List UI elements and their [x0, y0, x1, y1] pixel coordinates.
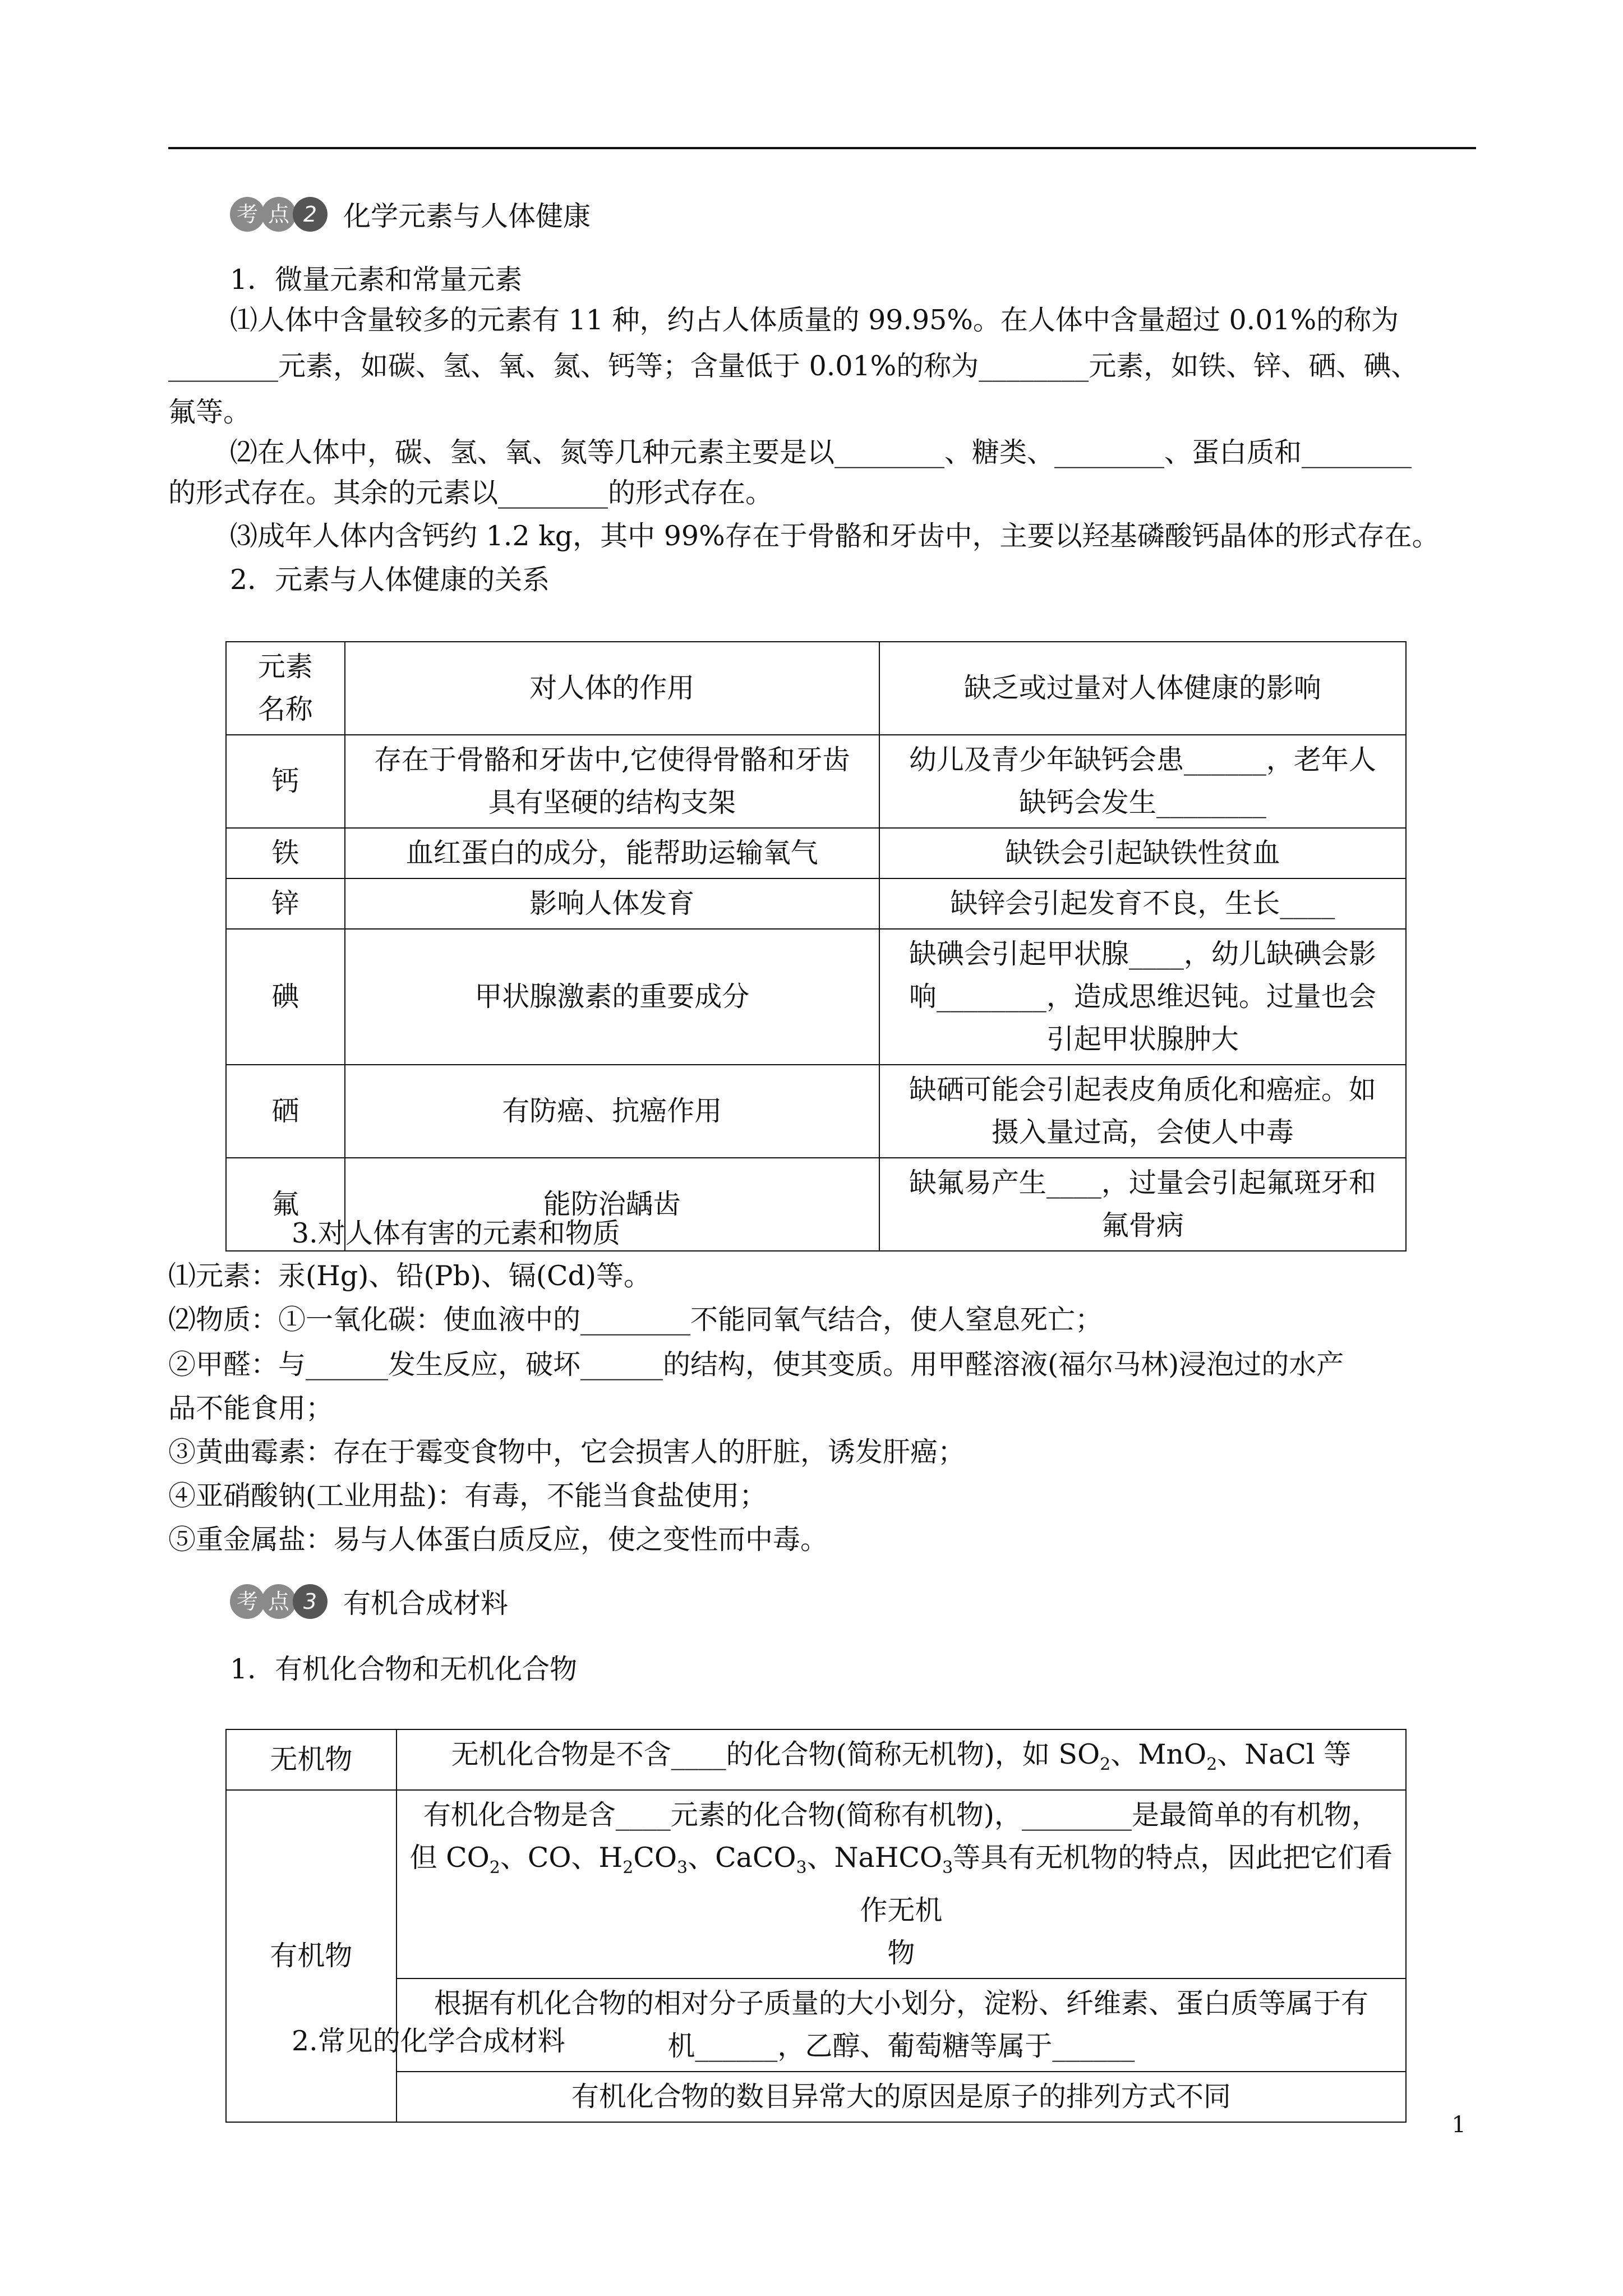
- table-cell: 有机化合物的数目异常大的原因是原子的排列方式不同: [396, 2072, 1406, 2122]
- badge-dian: 点: [261, 197, 296, 232]
- table-cell: 缺铁会引起缺铁性贫血: [879, 828, 1406, 878]
- table-cell: 血红蛋白的成分，能帮助运输氧气: [345, 828, 879, 878]
- table-cell: 钙: [226, 735, 345, 828]
- table-cell: 有机化合物是含____元素的化合物(简称有机物)，________是最简单的有机物， 但 $CO_2$、CO、$H_2CO_3$、CaCO$_3$、NaHCO$_3$等具有无机物的特点，因此把它们看作无机 物: [396, 1790, 1406, 1978]
- section-2-title: 化学元素与人体健康: [343, 200, 591, 232]
- table-row: [226, 735, 1406, 828]
- table-cell: 铁: [226, 828, 345, 878]
- table-cell: 甲状腺激素的重要成分: [345, 929, 879, 1065]
- table-cell: 存在于骨骼和牙齿中,它使得骨骼和牙齿 具有坚硬的结构支架: [345, 735, 879, 828]
- s2-item-3-line-1: ②甲醛：与______发生反应，破坏______的结构，使其变质。用甲醛溶液(福尔马林)浸泡过的水产: [168, 1349, 1344, 1381]
- table-header-row: [226, 642, 1406, 735]
- table-cell: 有机物: [226, 1790, 396, 2122]
- table-row: [226, 1790, 1406, 1978]
- s2-item-1: ⑴元素：汞(Hg)、铅(Pb)、镉(Cd)等。: [168, 1260, 651, 1292]
- badge-number: 3: [293, 1584, 328, 1619]
- table-cell: 缺硒可能会引起表皮角质化和癌症。如 摄入量过高，会使人中毒: [879, 1065, 1406, 1158]
- badge-kao: 考: [230, 1584, 265, 1619]
- s2-heading-3: 3.对人体有害的元素和物质: [292, 1217, 620, 1249]
- table-row: [226, 1729, 1406, 1790]
- s2-heading-2: 2．元素与人体健康的关系: [230, 564, 550, 596]
- table-row: [226, 1065, 1406, 1158]
- element-health-table: [225, 641, 1407, 1251]
- table-cell: 幼儿及青少年缺钙会患______，老年人 缺钙会发生________: [879, 735, 1406, 828]
- s2-item-6: ⑤重金属盐：易与人体蛋白质反应，使之变性而中毒。: [168, 1524, 828, 1556]
- table-cell: 有防癌、抗癌作用: [345, 1065, 879, 1158]
- s2-para-1-line-3: 氟等。: [168, 396, 251, 428]
- table-cell: 硒: [226, 1065, 345, 1158]
- table-row: [226, 828, 1406, 878]
- section-2-badge: [230, 195, 591, 234]
- header-cell: 元素 名称: [226, 642, 345, 735]
- header-cell: 缺乏或过量对人体健康的影响: [879, 642, 1406, 735]
- table-cell: 根据有机化合物的相对分子质量的大小划分，淀粉、纤维素、蛋白质等属于有 机______，乙醇、葡萄糖等属于______: [396, 1978, 1406, 2072]
- table-cell: 能防治龋齿: [345, 1158, 879, 1251]
- table-cell: 缺锌会引起发育不良，生长____: [879, 878, 1406, 929]
- s2-item-5: ④亚硝酸钠(工业用盐)：有毒，不能当食盐使用；: [168, 1480, 767, 1512]
- section-3-title: 有机合成材料: [343, 1588, 509, 1619]
- table-row: [226, 2072, 1406, 2122]
- header-rule: [168, 147, 1476, 149]
- s2-item-2: ⑵物质：①一氧化碳：使血液中的________不能同氧气结合，使人窒息死亡；: [168, 1304, 1103, 1336]
- table-cell: 无机物: [226, 1729, 396, 1790]
- s2-para-3: ⑶成年人体内含钙约 1.2 kg，其中 99%存在于骨骼和牙齿中，主要以羟基磷酸钙晶体的形式存在。: [230, 520, 1440, 552]
- s2-para-2-line-2: 的形式存在。其余的元素以________的形式存在。: [168, 477, 773, 509]
- badge-kao: 考: [230, 197, 265, 232]
- s3-heading-2: 2.常见的化学合成材料: [292, 2025, 565, 2057]
- table-cell: 缺碘会引起甲状腺____，幼儿缺碘会影 响________，造成思维迟钝。过量也会 引起甲状腺肿大: [879, 929, 1406, 1065]
- s2-item-4: ③黄曲霉素：存在于霉变食物中，它会损害人的肝脏，诱发肝癌；: [168, 1436, 966, 1468]
- s2-heading-1: 1．微量元素和常量元素: [230, 264, 523, 296]
- s2-item-3-line-2: 品不能食用；: [168, 1392, 334, 1424]
- table-cell: 氟: [226, 1158, 345, 1251]
- table-cell: 无机化合物是不含____的化合物(简称无机物)，如 $SO_2$、MnO$_2$、NaCl 等: [396, 1729, 1406, 1790]
- table-cell: 碘: [226, 929, 345, 1065]
- s2-para-2-line-1: ⑵在人体中，碳、氢、氧、氮等几种元素主要是以________、糖类、________、蛋白质和________: [230, 436, 1412, 468]
- s2-para-1-line-1: ⑴人体中含量较多的元素有 11 种，约占人体质量的 99.95%。在人体中含量超过 0.01%的称为: [230, 304, 1399, 336]
- header-cell: 对人体的作用: [345, 642, 879, 735]
- table-cell: 缺氟易产生____，过量会引起氟斑牙和 氟骨病: [879, 1158, 1406, 1251]
- table-cell: 影响人体发育: [345, 878, 879, 929]
- page-number: 1: [1451, 2112, 1466, 2138]
- badge-dian: 点: [261, 1584, 296, 1619]
- s3-heading-1: 1．有机化合物和无机化合物: [230, 1653, 578, 1685]
- badge-number: 2: [293, 197, 328, 232]
- section-3-badge: [230, 1582, 508, 1621]
- table-row: [226, 878, 1406, 929]
- s2-para-1-line-2: ________元素，如碳、氢、氧、氮、钙等；含量低于 0.01%的称为________元素，如铁、锌、硒、碘、: [168, 350, 1419, 382]
- table-cell: 锌: [226, 878, 345, 929]
- table-row: [226, 929, 1406, 1065]
